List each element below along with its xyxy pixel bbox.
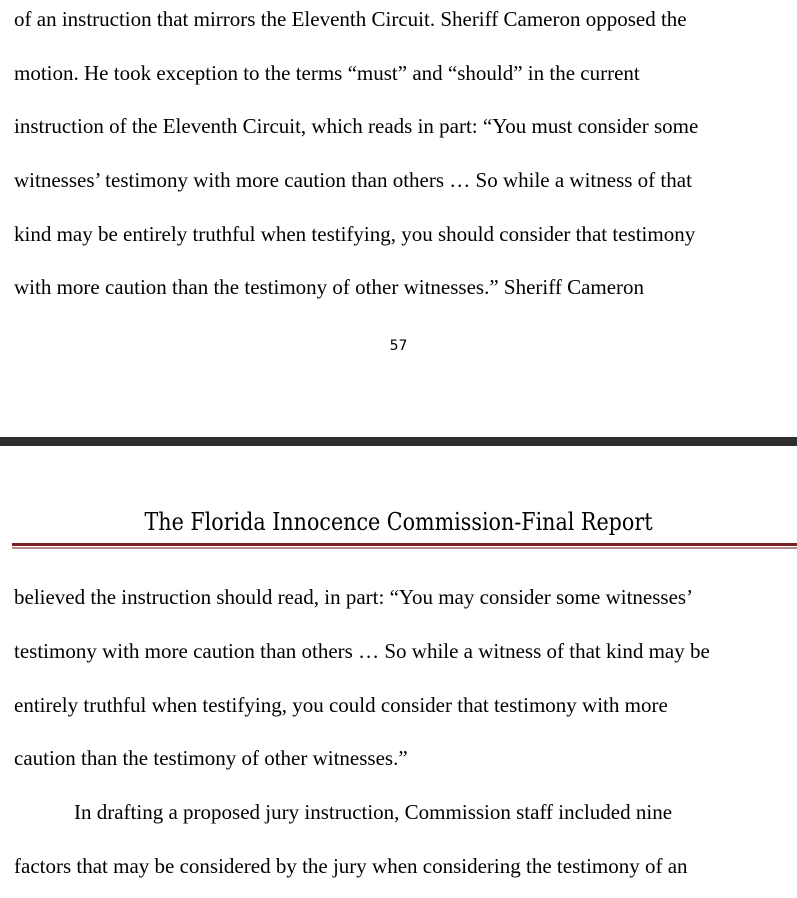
- body-text-line: entirely truthful when testifying, you could consider that testimony with more: [14, 693, 668, 717]
- header-rule-thin: [12, 547, 797, 549]
- body-text-line: believed the instruction should read, in part: “You may consider some witnesses’: [14, 585, 694, 609]
- paragraph-first-line: In drafting a proposed jury instruction, Commission staff included nine: [74, 800, 673, 824]
- body-text-line: factors that may be considered by the jury when considering the testimony of an: [14, 854, 688, 878]
- body-text-line: motion. He took exception to the terms “must” and “should” in the current: [14, 61, 640, 85]
- header-rule: [12, 543, 797, 549]
- body-text-line: kind may be entirely truthful when testifying, you should consider that testimony: [14, 222, 696, 246]
- body-text-line: caution than the testimony of other witnesses.”: [14, 746, 408, 770]
- page-separator: [0, 437, 797, 446]
- body-text-line: of an instruction that mirrors the Eleventh Circuit. Sheriff Cameron opposed the: [14, 7, 687, 31]
- body-text-line: with more caution than the testimony of other witnesses.” Sheriff Cameron: [14, 275, 645, 299]
- body-text-line: witnesses’ testimony with more caution than others … So while a witness of that: [14, 168, 692, 192]
- body-text-line: instruction of the Eleventh Circuit, which reads in part: “You must consider some: [14, 114, 699, 138]
- body-text-line: testimony with more caution than others … So while a witness of that kind may be: [14, 639, 710, 663]
- header-rule-thick: [12, 543, 797, 546]
- page-number: 57: [389, 338, 408, 354]
- running-header-title: The Florida Innocence Commission-Final Report: [144, 508, 653, 536]
